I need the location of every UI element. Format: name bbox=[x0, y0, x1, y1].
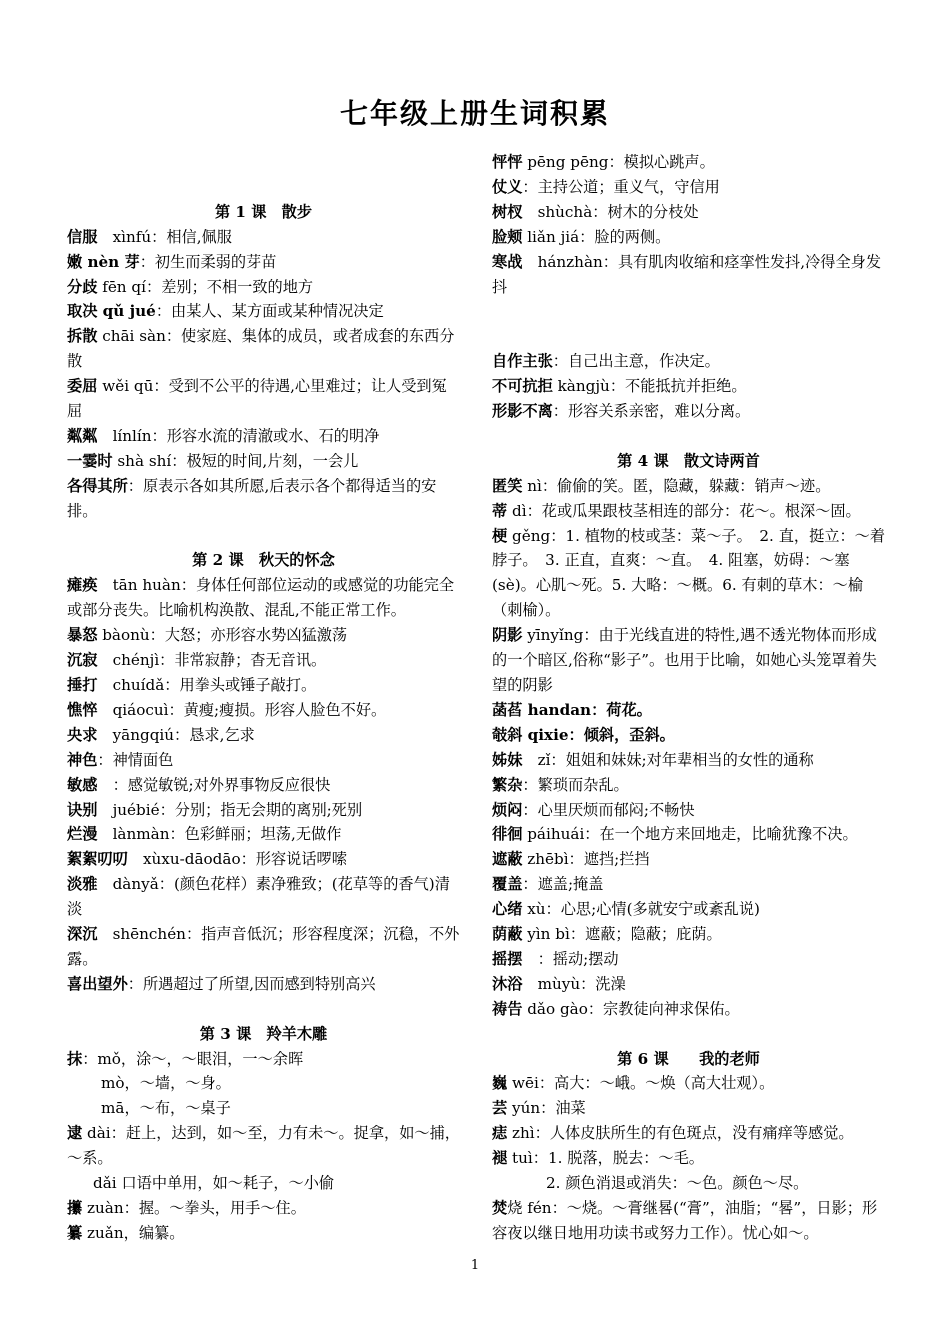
vocab-entry bbox=[492, 822, 885, 847]
vocab-definition: juébié：分别；指无会期的离别;死别 bbox=[97, 800, 363, 819]
spacer bbox=[492, 299, 885, 324]
vocab-term: 寒战 bbox=[492, 252, 523, 271]
vocab-definition: shà shí：极短的时间,片刻，一会儿 bbox=[112, 451, 359, 470]
vocab-entry bbox=[492, 1196, 885, 1246]
vocab-definition: ：mǒ，涂～，～眼泪，一～余晖 bbox=[82, 1049, 304, 1068]
vocab-entry bbox=[67, 872, 460, 922]
vocab-definition: yīnyǐng：由于光线直进的特性,遇不透光物体而形成的一个暗区,俗称“影子”。也用于比喻，如她心头笼罩着失望的阴影 bbox=[492, 626, 877, 694]
vocab-term: 诀别 bbox=[67, 800, 98, 819]
vocab-definition: ：摇动;摆动 bbox=[522, 949, 619, 968]
vocab-entry bbox=[67, 1071, 460, 1096]
left-column bbox=[67, 150, 460, 1246]
vocab-definition: xùxu-dāodāo：形容说话啰嗦 bbox=[127, 850, 347, 869]
spacer bbox=[492, 424, 885, 449]
spacer bbox=[67, 997, 460, 1022]
vocab-entry bbox=[67, 424, 460, 449]
vocab-entry bbox=[67, 324, 460, 374]
vocab-definition: qiáocuì：黄瘦;瘦损。形容人脸色不好。 bbox=[97, 700, 387, 719]
vocab-term: 心绪 bbox=[492, 900, 523, 919]
spacer bbox=[67, 524, 460, 549]
vocab-term: 芸 bbox=[492, 1099, 508, 1118]
lesson-heading: 第 6 课 我的老师 bbox=[617, 1049, 760, 1068]
vocab-definition: tān huàn：身体任何部位运动的或感觉的功能完全或部分丧失。比喻机构涣散、混乱,不能正常工作。 bbox=[67, 576, 455, 620]
vocab-definition: yìn bì：遮蔽；隐蔽；庇荫。 bbox=[522, 925, 722, 944]
vocab-definition: chuídǎ：用拳头或锤子敲打。 bbox=[97, 675, 317, 694]
vocab-definition: nì：偷偷的笑。匿，隐藏，躲藏：销声～迹。 bbox=[522, 476, 831, 495]
vocab-definition: shùchà：树木的分枝处 bbox=[522, 202, 699, 221]
vocab-entry bbox=[492, 1071, 885, 1096]
vocab-entry bbox=[492, 972, 885, 997]
right-column bbox=[492, 150, 885, 1246]
vocab-entry bbox=[492, 798, 885, 823]
vocab-definition: zǐ：姐姐和妹妹;对年辈相当的女性的通称 bbox=[522, 750, 814, 769]
vocab-definition: mùyù：洗澡 bbox=[522, 974, 626, 993]
spacer bbox=[492, 324, 885, 349]
page-title: 七年级上册生词积累 bbox=[339, 97, 610, 130]
vocab-definition: dànyǎ：(颜色花样）素净雅致；(花草等的香气)清淡 bbox=[67, 875, 450, 919]
vocab-entry bbox=[492, 748, 885, 773]
lesson-heading: 第 1 课 散步 bbox=[214, 202, 313, 221]
vocab-definition: ：神情面色 bbox=[97, 750, 174, 769]
vocab-term: 纂 bbox=[67, 1223, 83, 1242]
spacer bbox=[492, 1022, 885, 1047]
vocab-entry bbox=[67, 474, 460, 524]
vocab-term: 逮 bbox=[67, 1124, 83, 1143]
vocab-entry bbox=[67, 573, 460, 623]
vocab-entry bbox=[492, 200, 885, 225]
vocab-term: 阴影 bbox=[492, 626, 523, 645]
vocab-definition: hánzhàn：具有肌肉收缩和痉挛性发抖,冷得全身发抖 bbox=[492, 252, 882, 296]
vocab-entry bbox=[492, 847, 885, 872]
vocab-entry bbox=[492, 623, 885, 698]
vocab-definition: dǎi 口语中单用，如～耗子，～小偷 bbox=[93, 1174, 335, 1193]
vocab-definition: 烧 fén：～烧。～膏继晷(“膏”，油脂；“晷”，日影；形容夜以继日地用功读书或努力工作）。忧心如～。 bbox=[492, 1199, 878, 1242]
vocab-definition: ：繁琐而杂乱。 bbox=[522, 775, 629, 794]
vocab-term: 烦闷 bbox=[492, 800, 523, 819]
vocab-definition: mò，～墙，～身。 bbox=[101, 1074, 231, 1093]
vocab-term: 暴怒 bbox=[67, 626, 98, 645]
vocab-term: 姊妹 bbox=[492, 750, 523, 769]
vocab-term: 攥 bbox=[67, 1199, 83, 1217]
vocab-entry bbox=[67, 1221, 460, 1246]
vocab-definition: kàngjù：不能抵抗并拒绝。 bbox=[552, 377, 747, 396]
vocab-definition: ：形容关系亲密，难以分离。 bbox=[552, 402, 751, 421]
vocab-entry bbox=[492, 250, 885, 300]
vocab-term: 仗义 bbox=[492, 177, 523, 196]
vocab-entry bbox=[67, 1171, 460, 1196]
vocab-definition: dài：赶上，达到，如～至，力有未～。捉拿，如～捕，～系。 bbox=[67, 1124, 460, 1168]
vocab-term: 自作主张 bbox=[492, 352, 553, 371]
vocab-entry bbox=[67, 1047, 460, 1072]
vocab-definition: chāi sàn：使家庭、集体的成员，或者成套的东西分散 bbox=[67, 327, 455, 371]
vocab-term: 捶打 bbox=[67, 675, 98, 694]
vocab-term: 淡雅 bbox=[67, 875, 98, 894]
vocab-definition: zhēbì：遮挡;拦挡 bbox=[522, 850, 650, 869]
vocab-definition: liǎn jiá：脸的两侧。 bbox=[522, 227, 671, 246]
vocab-definition: lànmàn：色彩鲜丽；坦荡,无做作 bbox=[97, 825, 342, 844]
vocab-term: 祷告 bbox=[492, 999, 523, 1018]
vocab-term: 覆盖 bbox=[492, 875, 523, 894]
vocab-term: 褪 bbox=[492, 1149, 508, 1168]
vocab-term: 絮絮叨叨 bbox=[67, 850, 128, 869]
vocab-definition: ：感觉敏锐;对外界事物反应很快 bbox=[97, 775, 331, 794]
vocab-entry bbox=[492, 499, 885, 524]
vocab-term: 拆散 bbox=[67, 327, 98, 346]
vocab-term: 深沉 bbox=[67, 925, 98, 944]
vocab-entry bbox=[67, 673, 460, 698]
vocab-entry bbox=[67, 374, 460, 424]
vocab-entry bbox=[67, 922, 460, 972]
vocab-entry bbox=[492, 1121, 885, 1146]
lesson-heading: 第 4 课 散文诗两首 bbox=[617, 451, 760, 470]
vocab-term: 神色 bbox=[67, 750, 98, 769]
spacer bbox=[67, 150, 460, 175]
vocab-entry bbox=[492, 1171, 885, 1196]
vocab-term: 怦怦 bbox=[492, 153, 523, 171]
vocab-entry bbox=[492, 175, 885, 200]
vocab-entry bbox=[67, 723, 460, 748]
vocab-entry bbox=[492, 524, 885, 624]
vocab-definition: ：自己出主意，作决定。 bbox=[552, 352, 720, 371]
vocab-term: 痣 bbox=[492, 1124, 508, 1143]
vocab-definition: zuǎn，编纂。 bbox=[82, 1223, 185, 1242]
vocab-term: 蒂 bbox=[492, 501, 508, 520]
vocab-definition: ：由某人、某方面或某种情况决定 bbox=[155, 302, 384, 321]
vocab-entry bbox=[67, 648, 460, 673]
vocab-entry bbox=[492, 897, 885, 922]
vocab-entry: 菡萏 handan：荷花。 bbox=[492, 700, 652, 719]
vocab-entry bbox=[67, 1196, 460, 1221]
vocab-entry bbox=[492, 997, 885, 1022]
vocab-entry bbox=[67, 1096, 460, 1121]
vocab-definition: línlín：形容水流的清澈或水、石的明净 bbox=[97, 426, 380, 445]
vocab-term: 敏感 bbox=[67, 775, 98, 794]
vocab-entry bbox=[492, 947, 885, 972]
vocab-entry bbox=[492, 399, 885, 424]
spacer bbox=[67, 175, 460, 200]
vocab-term: 脸颊 bbox=[492, 227, 523, 246]
vocab-entry bbox=[492, 349, 885, 374]
vocab-term: 遮蔽 bbox=[492, 850, 523, 869]
vocab-definition: ：主持公道；重义气，守信用 bbox=[522, 177, 720, 196]
vocab-term: 沉寂 bbox=[67, 651, 98, 670]
vocab-definition: mā，～布，～桌子 bbox=[101, 1099, 231, 1118]
vocab-term: 摇摆 bbox=[492, 949, 523, 968]
vocab-definition: gěng：1. 植物的枝或茎：菜～子。 2. 直，挺立：～着脖子。 3. 正直，直爽：～直。 4. 阻塞，妨碍：～塞(sè)。心肌～死。5. 大略：～概。6. 有刺的草木：～榆（刺榆）。 bbox=[492, 526, 886, 620]
vocab-definition: ：所遇超过了所望,因而感到特别高兴 bbox=[127, 974, 376, 993]
vocab-definition: pēng pēng：模拟心跳声。 bbox=[522, 153, 715, 171]
vocab-term: 央求 bbox=[67, 725, 98, 744]
vocab-term: 委屈 bbox=[67, 377, 98, 396]
vocab-term: 嫩 nèn 芽 bbox=[67, 252, 140, 271]
vocab-definition: 2. 颜色消退或消失：～色。颜色～尽。 bbox=[546, 1174, 809, 1193]
vocab-term: 巍 bbox=[492, 1074, 508, 1093]
vocab-term: 信服 bbox=[67, 227, 98, 246]
vocab-definition: páihuái：在一个地方来回地走，比喻犹豫不决。 bbox=[522, 825, 858, 844]
vocab-entry bbox=[492, 150, 885, 175]
vocab-term: 抹 bbox=[67, 1049, 83, 1068]
vocab-term: 形影不离 bbox=[492, 402, 553, 421]
vocab-term: 树杈 bbox=[492, 202, 523, 221]
vocab-term: 分歧 bbox=[67, 277, 98, 296]
vocab-entry bbox=[67, 275, 460, 300]
vocab-term: 繁杂 bbox=[492, 775, 523, 794]
vocab-definition: ：初生而柔弱的芽苗 bbox=[139, 252, 277, 271]
vocab-term: 各得其所 bbox=[67, 476, 128, 495]
vocab-term: 喜出望外 bbox=[67, 974, 128, 993]
vocab-entry bbox=[492, 474, 885, 499]
vocab-definition: chénjì：非常寂静；杳无音讯。 bbox=[97, 651, 327, 670]
vocab-entry bbox=[492, 374, 885, 399]
vocab-entry bbox=[67, 698, 460, 723]
vocab-entry bbox=[67, 299, 460, 324]
vocab-term: 憔悴 bbox=[67, 700, 98, 719]
vocab-entry bbox=[67, 623, 460, 648]
vocab-definition: yún：油菜 bbox=[507, 1099, 586, 1118]
vocab-entry bbox=[492, 922, 885, 947]
vocab-definition: tuì：1. 脱落，脱去：～毛。 bbox=[507, 1149, 704, 1168]
vocab-entry bbox=[67, 822, 460, 847]
vocab-term: 焚 bbox=[492, 1199, 508, 1217]
vocab-definition: ：遮盖;掩盖 bbox=[522, 875, 604, 894]
vocab-entry bbox=[67, 773, 460, 798]
vocab-entry bbox=[67, 1121, 460, 1171]
vocab-definition: wēi：高大：～峨。～焕（高大壮观）。 bbox=[507, 1074, 775, 1093]
vocab-term: 梗 bbox=[492, 526, 508, 545]
vocab-definition: zhì：人体皮肤所生的有色斑点，没有痛痒等感觉。 bbox=[507, 1124, 854, 1143]
vocab-definition: shēnchén：指声音低沉；形容程度深；沉稳，不外露。 bbox=[67, 925, 460, 968]
vocab-definition: bàonù：大怒；亦形容水势凶猛激荡 bbox=[97, 626, 348, 645]
vocab-entry bbox=[67, 449, 460, 474]
vocab-entry bbox=[492, 225, 885, 250]
vocab-term: 取决 qǔ jué bbox=[67, 302, 156, 321]
vocab-definition: dì：花或瓜果跟枝茎相连的部分：花～。根深～固。 bbox=[507, 501, 861, 520]
vocab-definition: yāngqiú：恳求,乞求 bbox=[97, 725, 255, 744]
vocab-entry bbox=[67, 250, 460, 275]
vocab-term: 匿笑 bbox=[492, 476, 523, 495]
vocab-entry bbox=[492, 1096, 885, 1121]
vocab-term: 沐浴 bbox=[492, 974, 523, 993]
vocab-term: 粼粼 bbox=[67, 426, 98, 445]
vocab-definition: ：心里厌烦而郁闷;不畅快 bbox=[522, 800, 695, 819]
vocab-entry bbox=[67, 847, 460, 872]
vocab-term: 瘫痪 bbox=[67, 576, 98, 595]
vocab-entry bbox=[492, 1146, 885, 1171]
vocab-definition: ：原表示各如其所愿,后表示各个都得适当的安排。 bbox=[67, 476, 437, 520]
vocab-entry bbox=[67, 798, 460, 823]
vocab-definition: dǎo gào：宗教徒向神求保佑。 bbox=[522, 999, 740, 1018]
vocab-term: 不可抗拒 bbox=[492, 377, 553, 396]
vocab-definition: zuàn：握。～拳头，用手～住。 bbox=[82, 1199, 306, 1217]
lesson-heading: 第 2 课 秋天的怀念 bbox=[192, 551, 335, 570]
vocab-entry bbox=[67, 748, 460, 773]
vocab-entry: 攲斜 qixie：倾斜，歪斜。 bbox=[492, 725, 675, 744]
vocab-entry bbox=[492, 872, 885, 897]
vocab-definition: xù：心思;心情(多就安宁或紊乱说) bbox=[522, 900, 760, 919]
page-number: 1 bbox=[470, 1258, 480, 1273]
vocab-term: 徘徊 bbox=[492, 825, 523, 844]
vocab-term: 烂漫 bbox=[67, 825, 98, 844]
vocab-definition: fēn qí：差别；不相一致的地方 bbox=[97, 277, 314, 296]
vocab-term: 荫蔽 bbox=[492, 925, 523, 944]
vocab-definition: wěi qū：受到不公平的待遇,心里难过；让人受到冤屈 bbox=[67, 377, 447, 421]
vocab-entry bbox=[67, 972, 460, 997]
vocab-entry bbox=[492, 773, 885, 798]
lesson-heading: 第 3 课 羚羊木雕 bbox=[199, 1024, 328, 1043]
vocab-entry bbox=[67, 225, 460, 250]
vocab-term: 一霎时 bbox=[67, 451, 113, 470]
vocab-definition: xìnfú：相信,佩服 bbox=[97, 227, 232, 246]
